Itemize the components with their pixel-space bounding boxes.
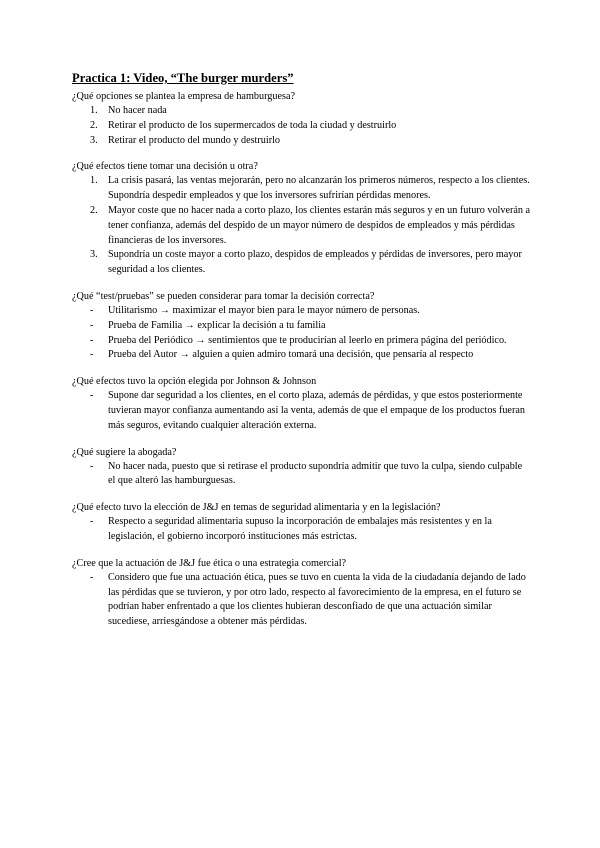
question-section: [72, 90, 532, 148]
list-dash: -: [90, 390, 94, 402]
dash-list: [72, 460, 532, 490]
list-item-text: Supone dar seguridad a los clientes, en el corto plaza, además de pérdidas, y que estos posteriormente tuvieran mayor confianza aumentando así la venta, además de que el empaque de los productos fueran más seguros, evitando cualquier alteración externa.: [108, 390, 525, 431]
question-text: ¿Qué efectos tiene tomar una decisión u otra?: [72, 161, 258, 173]
list-item: [72, 248, 532, 278]
list-item: [72, 515, 532, 545]
question-text: ¿Qué efectos tuvo la opción elegida por Johnson & Johnson: [72, 376, 317, 388]
list-item-text: Retirar el producto del mundo y destruirlo: [108, 134, 281, 146]
list-number: 3.: [90, 134, 98, 146]
list-dash: -: [90, 460, 94, 472]
question-text: ¿Qué opciones se plantea la empresa de hamburguesa?: [72, 91, 295, 102]
document-page: [72, 70, 532, 642]
list-dash: -: [90, 304, 94, 316]
numbered-list: [72, 104, 532, 148]
list-dash: -: [90, 334, 94, 346]
list-item-text: La crisis pasará, las ventas mejorarán, pero no alcanzarán los primeros números, respecto a los clientes. Supondría despedir empleados y que los inversores sufrirían pérdidas menores.: [108, 175, 530, 202]
dash-list: [72, 389, 532, 433]
list-item-text: No hacer nada: [108, 105, 167, 116]
question-section: [72, 557, 532, 630]
list-item: [72, 334, 532, 349]
list-dash: -: [90, 349, 94, 361]
list-dash: -: [90, 319, 94, 331]
list-number: 1.: [90, 175, 98, 187]
question-text: ¿Cree que la actuación de J&J fue ética o una estrategia comercial?: [72, 557, 347, 569]
list-item-text: Considero que fue una actuación ética, pues se tuvo en cuenta la vida de la ciudadanía dejando de lado las pérdidas que se tuvieron, y por otro lado, respecto al favorecimiento de la empresa, en el futuro se podrían haber enfrentado a que los clientes hubieran desconfiado de que una actuación similar sucediese, arriesgándose a obtener más pérdidas.: [108, 571, 526, 628]
list-item: [72, 174, 532, 204]
list-item-text: Prueba del Autor → alguien a quien admiro tomará una decisión, que pensaría al respecto: [108, 349, 474, 361]
question-section: [72, 501, 532, 545]
list-item-text: No hacer nada, puesto que si retirase el producto supondría admitir que tuvo la culpa, siendo culpable el que alteró las hamburguesas.: [108, 460, 523, 487]
list-item-text: Supondría un coste mayor a corto plazo, despidos de empleados y pérdidas de inversores, pero mayor seguridad a los clientes.: [108, 249, 522, 276]
question-section: [72, 446, 532, 490]
list-number: 2.: [90, 119, 98, 131]
list-item: [72, 460, 532, 490]
dash-list: [72, 515, 532, 545]
question-text: ¿Qué “test/pruebas” se pueden considerar para tomar la decisión correcta?: [72, 290, 375, 302]
list-dash: -: [90, 516, 94, 528]
numbered-list: [72, 174, 532, 278]
list-number: 3.: [90, 249, 98, 261]
question-section: [72, 290, 532, 363]
list-item: [72, 319, 532, 334]
dash-list: [72, 304, 532, 363]
list-number: 1.: [90, 105, 98, 116]
question-section: [72, 160, 532, 278]
list-number: 2.: [90, 204, 98, 216]
list-item: [72, 389, 532, 433]
list-item: [72, 119, 532, 134]
list-dash: -: [90, 571, 94, 583]
list-item-text: Utilitarismo → maximizar el mayor bien para le mayor número de personas.: [108, 304, 420, 316]
list-item: [72, 204, 532, 248]
list-item: [72, 571, 532, 630]
list-item-text: Respecto a seguridad alimentaria supuso la incorporación de embalajes más resistentes y en la legislación, el gobierno incorporó instituciones más estrictas.: [108, 516, 492, 542]
list-item: [72, 104, 532, 119]
list-item: [72, 134, 532, 149]
sections-container: [72, 90, 532, 630]
document-title: Practica 1: Video, “The burger murders”: [72, 71, 294, 85]
list-item-text: Retirar el producto de los supermercados de toda la ciudad y destruirlo: [108, 119, 397, 131]
list-item: [72, 348, 532, 363]
question-section: [72, 375, 532, 433]
dash-list: [72, 571, 532, 630]
list-item-text: Mayor coste que no hacer nada a corto plazo, los clientes estarán más seguros y en un futuro volverán a tener confianza, además del despido de un mayor número de despidos de empleados y más pérdidas financieras de los inversores.: [108, 204, 531, 246]
list-item-text: Prueba del Periódico → sentimientos que te producirían al leerlo en primera página del periódico.: [108, 334, 507, 346]
question-text: ¿Qué sugiere la abogada?: [72, 446, 177, 458]
list-item: [72, 304, 532, 319]
question-text: ¿Qué efecto tuvo la elección de J&J en temas de seguridad alimentaria y en la legislación?: [72, 502, 441, 514]
list-item-text: Prueba de Familia → explicar la decisión a tu familia: [108, 319, 326, 331]
